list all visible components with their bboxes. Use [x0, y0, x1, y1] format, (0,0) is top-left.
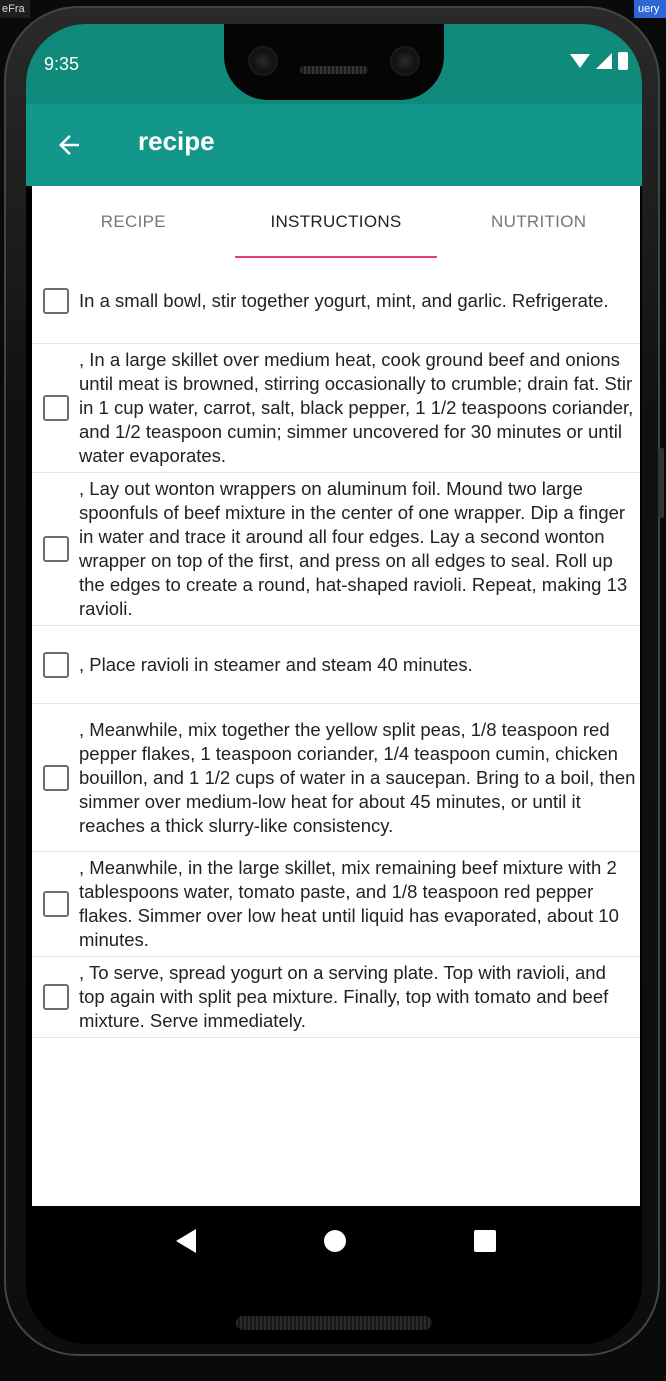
phone-side-button	[658, 448, 664, 518]
instruction-text: , To serve, spread yogurt on a serving plate. Top with ravioli, and top again with split pea mixture. Finally, top with tomato and beef mixture. Serve immediately.	[79, 962, 609, 1031]
instruction-item	[32, 852, 640, 957]
instruction-text: , Meanwhile, mix together the yellow split peas, 1/8 teaspoon red pepper flakes, 1 teaspoon coriander, 1/4 teaspoon cumin, chicken bouillon, and 1 1/2 cups of water in a saucepan. Bring to a boil, then simmer over medium-low heat for about 45 minutes, or until it reaches a thick slurry-like consistency.	[79, 718, 636, 836]
wifi-icon	[570, 54, 590, 68]
instruction-text: In a small bowl, stir together yogurt, mint, and garlic. Refrigerate.	[79, 289, 609, 311]
camera-notch	[224, 24, 444, 100]
bottom-speaker-grille	[236, 1316, 432, 1330]
instruction-text: , Meanwhile, in the large skillet, mix remaining beef mixture with 2 tablespoons water, tomato paste, and 1/8 teaspoon red pepper flakes. Simmer over low heat until liquid has evaporated, about 10 minutes.	[79, 857, 619, 950]
status-time: 9:35	[44, 54, 80, 74]
phone-screen	[26, 24, 642, 1344]
status-icons	[570, 52, 628, 70]
page-title: recipe	[138, 126, 215, 156]
back-arrow-icon[interactable]	[54, 130, 84, 160]
app-bar	[26, 104, 642, 186]
instruction-item	[32, 344, 640, 473]
front-camera-icon	[248, 46, 278, 76]
instruction-text: , Lay out wonton wrappers on aluminum foil. Mound two large spoonfuls of beef mixture in the center of one wrapper. Dip a finger in water and trace it around all four edges. Lay a second wonton wrapper on top of the first, and press on all edges to seal. Roll up the edges to create a round, hat-shaped ravioli. Repeat, making 13 ravioli.	[79, 478, 628, 619]
main-content	[32, 186, 640, 1206]
instruction-item	[32, 258, 640, 344]
instruction-text: , Place ravioli in steamer and steam 40 minutes.	[79, 653, 473, 675]
instruction-checkbox[interactable]	[43, 288, 69, 314]
instruction-item	[32, 704, 640, 852]
instruction-checkbox[interactable]	[43, 652, 69, 678]
system-nav-bar	[32, 1206, 640, 1276]
nav-home-icon[interactable]	[324, 1230, 346, 1252]
instruction-item	[32, 626, 640, 704]
instruction-checkbox[interactable]	[43, 984, 69, 1010]
desktop-fragment-left: eFra	[0, 0, 30, 18]
tab-instructions[interactable]: INSTRUCTIONS	[235, 186, 438, 258]
tab-recipe[interactable]: RECIPE	[100, 212, 166, 231]
instruction-checkbox[interactable]	[43, 765, 69, 791]
instruction-item	[32, 957, 640, 1038]
nav-back-icon[interactable]	[176, 1229, 196, 1253]
tab-bar	[32, 186, 640, 258]
nav-recents-icon[interactable]	[474, 1230, 496, 1252]
phone-frame	[4, 6, 660, 1356]
instruction-list	[32, 258, 640, 1038]
instruction-checkbox[interactable]	[43, 536, 69, 562]
instruction-checkbox[interactable]	[43, 395, 69, 421]
desktop-fragment-right: uery	[634, 0, 666, 18]
earpiece-speaker	[300, 66, 368, 74]
tab-nutrition[interactable]: NUTRITION	[491, 212, 587, 231]
instruction-checkbox[interactable]	[43, 891, 69, 917]
instruction-item	[32, 473, 640, 626]
battery-icon	[618, 52, 628, 70]
signal-icon	[596, 53, 612, 69]
front-sensor-icon	[390, 46, 420, 76]
instruction-text: , In a large skillet over medium heat, cook ground beef and onions until meat is browned, stirring occasionally to crumble; drain fat. Stir in 1 cup water, carrot, salt, black pepper, 1 1/2 teaspoons coriander, and 1/2 teaspoon cumin; simmer uncovered for 30 minutes or until water evaporates.	[79, 349, 634, 466]
